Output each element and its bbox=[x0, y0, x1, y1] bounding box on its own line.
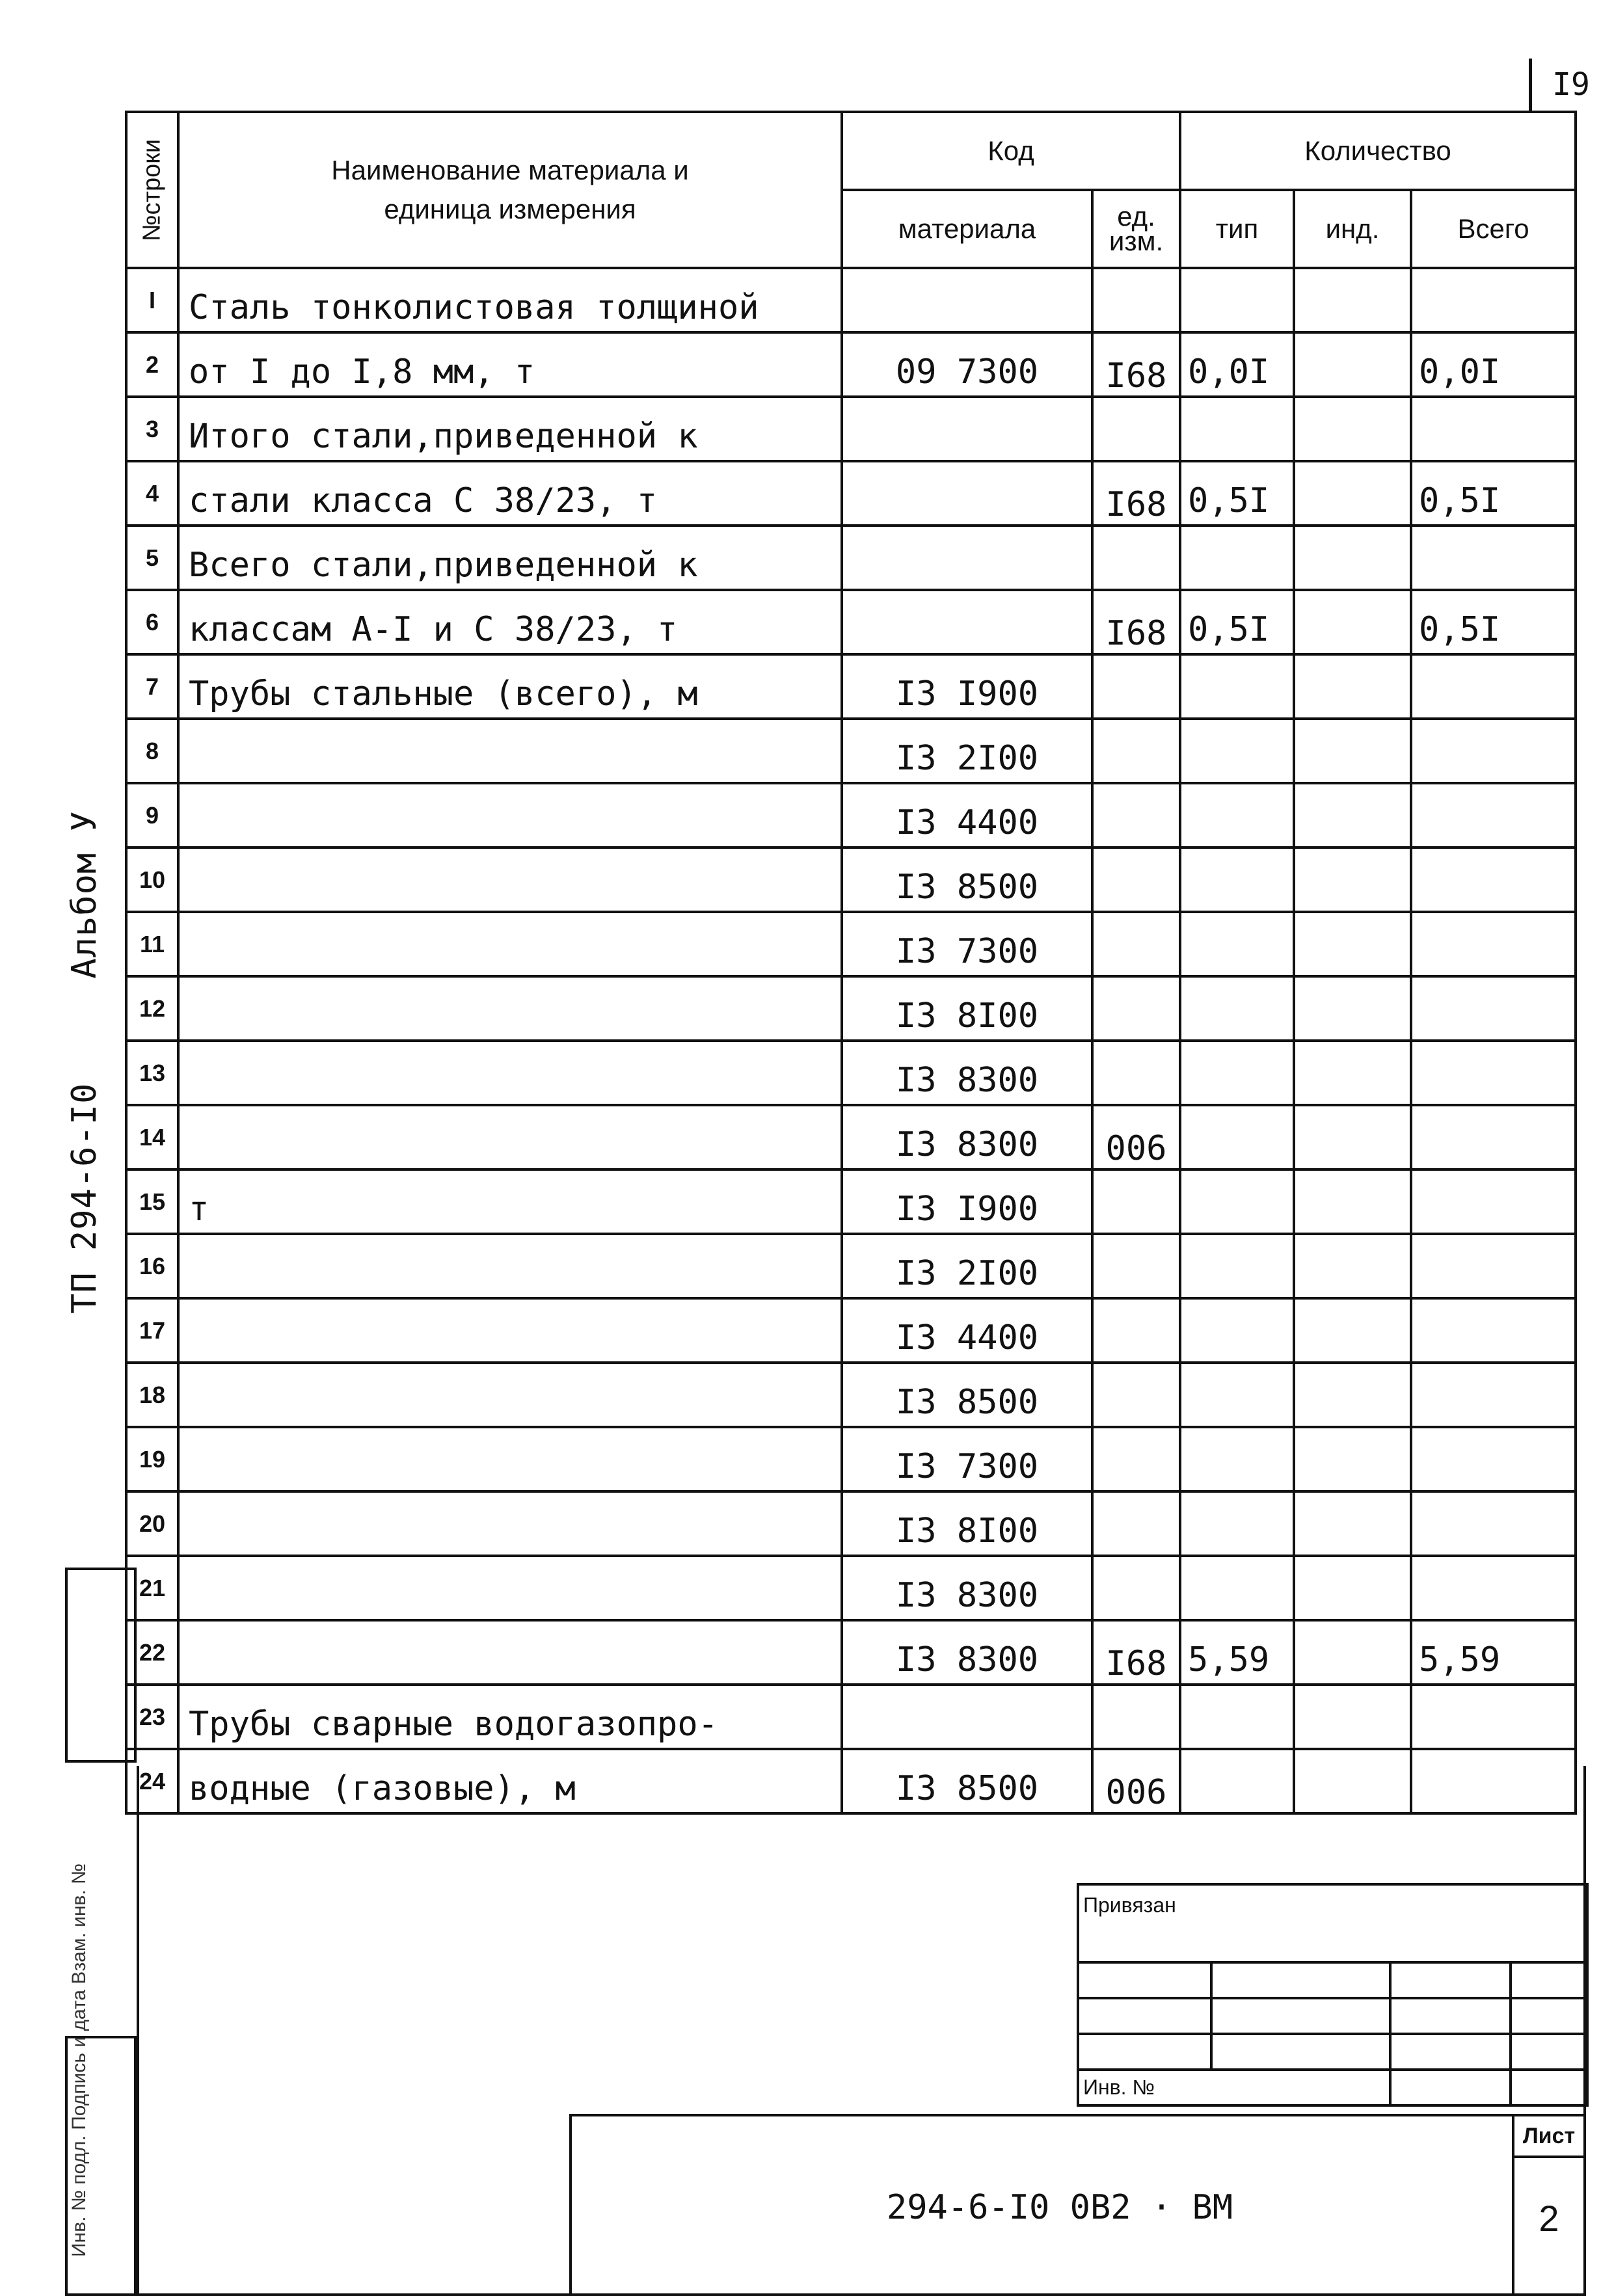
table-row bbox=[126, 1491, 1576, 1556]
material-name bbox=[178, 912, 842, 976]
attached-label: Привязан bbox=[1078, 1884, 1587, 1962]
row-number: 21 bbox=[126, 1556, 178, 1620]
quantity-type bbox=[1180, 397, 1294, 461]
quantity-type bbox=[1180, 1685, 1294, 1749]
unit-code bbox=[1092, 848, 1180, 912]
row-number: 22 bbox=[126, 1620, 178, 1685]
unit-code bbox=[1092, 268, 1180, 332]
side-title bbox=[65, 810, 104, 1314]
quantity-type bbox=[1180, 912, 1294, 976]
material-name bbox=[178, 1363, 842, 1427]
unit-code bbox=[1092, 1427, 1180, 1491]
quantity-ind bbox=[1294, 654, 1411, 719]
quantity-type: 0,5I bbox=[1180, 461, 1294, 526]
header-ind: инд. bbox=[1294, 190, 1411, 268]
material-name bbox=[178, 1041, 842, 1105]
quantity-total bbox=[1411, 1363, 1576, 1427]
material-code: I3 2I00 bbox=[842, 1234, 1092, 1298]
table-row bbox=[126, 397, 1576, 461]
material-code: I3 2I00 bbox=[842, 719, 1092, 783]
quantity-type bbox=[1180, 1556, 1294, 1620]
header-total: Всего bbox=[1411, 190, 1576, 268]
inv-no-label: Инв. № bbox=[1078, 2070, 1390, 2105]
row-number: 6 bbox=[126, 590, 178, 654]
material-name: Итого стали,приведенной к bbox=[178, 397, 842, 461]
material-name bbox=[178, 1427, 842, 1491]
unit-code bbox=[1092, 783, 1180, 848]
material-code bbox=[842, 397, 1092, 461]
quantity-type bbox=[1180, 848, 1294, 912]
quantity-total bbox=[1411, 1169, 1576, 1234]
quantity-ind bbox=[1294, 1363, 1411, 1427]
material-code: 09 7300 bbox=[842, 332, 1092, 397]
row-number: 18 bbox=[126, 1363, 178, 1427]
material-name: водные (газовые), м bbox=[178, 1749, 842, 1813]
table-row bbox=[126, 461, 1576, 526]
material-code bbox=[842, 1685, 1092, 1749]
table-row bbox=[126, 1234, 1576, 1298]
document-code: 294-6-I0 0В2 · ВМ bbox=[886, 2188, 1233, 2227]
header-row-no: №строки bbox=[126, 112, 178, 268]
material-name bbox=[178, 1234, 842, 1298]
material-name bbox=[178, 1556, 842, 1620]
row-number: 9 bbox=[126, 783, 178, 848]
quantity-type bbox=[1180, 268, 1294, 332]
row-number: 20 bbox=[126, 1491, 178, 1556]
material-name bbox=[178, 1105, 842, 1169]
header-quantity: Количество bbox=[1180, 112, 1576, 190]
unit-code bbox=[1092, 719, 1180, 783]
title-block bbox=[569, 2114, 1586, 2296]
material-code: I3 4400 bbox=[842, 1298, 1092, 1363]
quantity-type bbox=[1180, 1298, 1294, 1363]
quantity-total bbox=[1411, 1556, 1576, 1620]
material-code: I3 8300 bbox=[842, 1041, 1092, 1105]
quantity-type bbox=[1180, 1169, 1294, 1234]
quantity-total bbox=[1411, 1685, 1576, 1749]
unit-code: I68 bbox=[1092, 590, 1180, 654]
row-number: 12 bbox=[126, 976, 178, 1041]
material-code: I3 7300 bbox=[842, 1427, 1092, 1491]
quantity-ind bbox=[1294, 783, 1411, 848]
table-row bbox=[126, 848, 1576, 912]
quantity-total bbox=[1411, 783, 1576, 848]
table-row bbox=[126, 1298, 1576, 1363]
quantity-ind bbox=[1294, 1041, 1411, 1105]
quantity-total: 0,0I bbox=[1411, 332, 1576, 397]
table-row bbox=[126, 1041, 1576, 1105]
unit-code: I68 bbox=[1092, 1620, 1180, 1685]
table-row bbox=[126, 332, 1576, 397]
table-row bbox=[126, 783, 1576, 848]
quantity-ind bbox=[1294, 1685, 1411, 1749]
table-row bbox=[126, 1556, 1576, 1620]
material-code: I3 8500 bbox=[842, 1363, 1092, 1427]
unit-code bbox=[1092, 654, 1180, 719]
unit-code: 006 bbox=[1092, 1749, 1180, 1813]
unit-code bbox=[1092, 397, 1180, 461]
quantity-total bbox=[1411, 1491, 1576, 1556]
quantity-type: 0,0I bbox=[1180, 332, 1294, 397]
quantity-total bbox=[1411, 526, 1576, 590]
quantity-total bbox=[1411, 654, 1576, 719]
unit-code bbox=[1092, 1169, 1180, 1234]
material-code bbox=[842, 461, 1092, 526]
material-code: I3 8I00 bbox=[842, 1491, 1092, 1556]
material-name bbox=[178, 848, 842, 912]
unit-code bbox=[1092, 1041, 1180, 1105]
unit-code bbox=[1092, 1234, 1180, 1298]
quantity-total bbox=[1411, 1105, 1576, 1169]
table-row bbox=[126, 654, 1576, 719]
material-name bbox=[178, 783, 842, 848]
material-code: I3 8500 bbox=[842, 848, 1092, 912]
material-name bbox=[178, 976, 842, 1041]
unit-code: 006 bbox=[1092, 1105, 1180, 1169]
quantity-total bbox=[1411, 1234, 1576, 1298]
sheet-value: 2 bbox=[1539, 2198, 1559, 2239]
sheet-label: Лист bbox=[1514, 2116, 1583, 2158]
quantity-type: 0,5I bbox=[1180, 590, 1294, 654]
quantity-ind bbox=[1294, 976, 1411, 1041]
quantity-total bbox=[1411, 1427, 1576, 1491]
material-code: I3 4400 bbox=[842, 783, 1092, 848]
materials-table bbox=[125, 111, 1577, 1815]
quantity-ind bbox=[1294, 332, 1411, 397]
unit-code: I68 bbox=[1092, 332, 1180, 397]
quantity-type bbox=[1180, 976, 1294, 1041]
quantity-ind bbox=[1294, 1556, 1411, 1620]
unit-code bbox=[1092, 976, 1180, 1041]
quantity-total bbox=[1411, 268, 1576, 332]
table-row bbox=[126, 1685, 1576, 1749]
header-material: материала bbox=[842, 190, 1092, 268]
material-name: Трубы стальные (всего), м bbox=[178, 654, 842, 719]
row-number: 5 bbox=[126, 526, 178, 590]
unit-code: I68 bbox=[1092, 461, 1180, 526]
row-number: 14 bbox=[126, 1105, 178, 1169]
quantity-ind bbox=[1294, 912, 1411, 976]
header-type: тип bbox=[1180, 190, 1294, 268]
row-number: 15 bbox=[126, 1169, 178, 1234]
row-number: 11 bbox=[126, 912, 178, 976]
row-number: 19 bbox=[126, 1427, 178, 1491]
unit-code bbox=[1092, 1685, 1180, 1749]
row-number: 3 bbox=[126, 397, 178, 461]
quantity-type bbox=[1180, 1234, 1294, 1298]
quantity-ind bbox=[1294, 461, 1411, 526]
quantity-ind bbox=[1294, 397, 1411, 461]
quantity-type bbox=[1180, 783, 1294, 848]
quantity-total bbox=[1411, 976, 1576, 1041]
material-code bbox=[842, 526, 1092, 590]
material-code: I3 8300 bbox=[842, 1105, 1092, 1169]
quantity-total: 0,5I bbox=[1411, 461, 1576, 526]
quantity-ind bbox=[1294, 719, 1411, 783]
material-code: I3 7300 bbox=[842, 912, 1092, 976]
quantity-total bbox=[1411, 1041, 1576, 1105]
quantity-ind bbox=[1294, 1491, 1411, 1556]
material-code: I3 I900 bbox=[842, 654, 1092, 719]
table-row bbox=[126, 268, 1576, 332]
material-name: Всего стали,приведенной к bbox=[178, 526, 842, 590]
table-row bbox=[126, 1620, 1576, 1685]
side-title-doc: ТП 294-6-I0 bbox=[65, 1082, 104, 1314]
binding-stamp bbox=[1077, 1883, 1589, 2107]
row-number: 7 bbox=[126, 654, 178, 719]
quantity-total bbox=[1411, 912, 1576, 976]
material-code bbox=[842, 590, 1092, 654]
quantity-type bbox=[1180, 526, 1294, 590]
quantity-total bbox=[1411, 1298, 1576, 1363]
row-number: I bbox=[126, 268, 178, 332]
quantity-type bbox=[1180, 719, 1294, 783]
quantity-total: 0,5I bbox=[1411, 590, 1576, 654]
table-row bbox=[126, 1427, 1576, 1491]
table-row bbox=[126, 1105, 1576, 1169]
quantity-type: 5,59 bbox=[1180, 1620, 1294, 1685]
material-code bbox=[842, 268, 1092, 332]
row-number: 4 bbox=[126, 461, 178, 526]
row-number: 16 bbox=[126, 1234, 178, 1298]
table-row bbox=[126, 590, 1576, 654]
table-row bbox=[126, 912, 1576, 976]
material-name bbox=[178, 719, 842, 783]
unit-code bbox=[1092, 1491, 1180, 1556]
table-row bbox=[126, 719, 1576, 783]
material-name bbox=[178, 1491, 842, 1556]
unit-code bbox=[1092, 1556, 1180, 1620]
quantity-total bbox=[1411, 719, 1576, 783]
quantity-ind bbox=[1294, 268, 1411, 332]
material-name bbox=[178, 1298, 842, 1363]
side-stamp-text: Инв. № подл. Подпись и дата Взам. инв. № bbox=[68, 1863, 90, 2257]
row-number: 24 bbox=[126, 1749, 178, 1813]
quantity-total: 5,59 bbox=[1411, 1620, 1576, 1685]
material-code: I3 8300 bbox=[842, 1620, 1092, 1685]
quantity-ind bbox=[1294, 1427, 1411, 1491]
quantity-ind bbox=[1294, 526, 1411, 590]
material-name bbox=[178, 1620, 842, 1685]
unit-code bbox=[1092, 526, 1180, 590]
row-number: 13 bbox=[126, 1041, 178, 1105]
row-number: 17 bbox=[126, 1298, 178, 1363]
row-number: 2 bbox=[126, 332, 178, 397]
quantity-ind bbox=[1294, 1234, 1411, 1298]
row-number: 23 bbox=[126, 1685, 178, 1749]
table-row bbox=[126, 1169, 1576, 1234]
quantity-ind bbox=[1294, 590, 1411, 654]
quantity-type bbox=[1180, 1041, 1294, 1105]
quantity-type bbox=[1180, 1427, 1294, 1491]
quantity-ind bbox=[1294, 1105, 1411, 1169]
table-row bbox=[126, 976, 1576, 1041]
material-name: классам А-I и С 38/23, т bbox=[178, 590, 842, 654]
page-number: I9 bbox=[1529, 59, 1610, 111]
table-row bbox=[126, 526, 1576, 590]
material-code: I3 I900 bbox=[842, 1169, 1092, 1234]
quantity-ind bbox=[1294, 1298, 1411, 1363]
material-name: Трубы сварные водогазопро- bbox=[178, 1685, 842, 1749]
material-code: I3 8I00 bbox=[842, 976, 1092, 1041]
quantity-ind bbox=[1294, 1169, 1411, 1234]
quantity-type bbox=[1180, 654, 1294, 719]
header-code: Код bbox=[842, 112, 1180, 190]
quantity-total bbox=[1411, 397, 1576, 461]
material-name: т bbox=[178, 1169, 842, 1234]
header-name: Наименование материала и единица измерения bbox=[178, 112, 842, 268]
table-row bbox=[126, 1363, 1576, 1427]
material-code: I3 8300 bbox=[842, 1556, 1092, 1620]
sheet-cell bbox=[1512, 2116, 1583, 2293]
quantity-total bbox=[1411, 848, 1576, 912]
quantity-ind bbox=[1294, 1620, 1411, 1685]
quantity-type bbox=[1180, 1105, 1294, 1169]
unit-code bbox=[1092, 1298, 1180, 1363]
unit-code bbox=[1092, 912, 1180, 976]
quantity-type bbox=[1180, 1491, 1294, 1556]
header-unit: ед. изм. bbox=[1092, 190, 1180, 268]
material-name: стали класса С 38/23, т bbox=[178, 461, 842, 526]
row-number: 10 bbox=[126, 848, 178, 912]
material-code: I3 8500 bbox=[842, 1749, 1092, 1813]
material-name: от I до I,8 мм, т bbox=[178, 332, 842, 397]
side-title-album: Альбом У bbox=[65, 810, 104, 979]
row-number: 8 bbox=[126, 719, 178, 783]
unit-code bbox=[1092, 1363, 1180, 1427]
quantity-ind bbox=[1294, 848, 1411, 912]
quantity-type bbox=[1180, 1363, 1294, 1427]
material-name: Сталь тонколистовая толщиной bbox=[178, 268, 842, 332]
